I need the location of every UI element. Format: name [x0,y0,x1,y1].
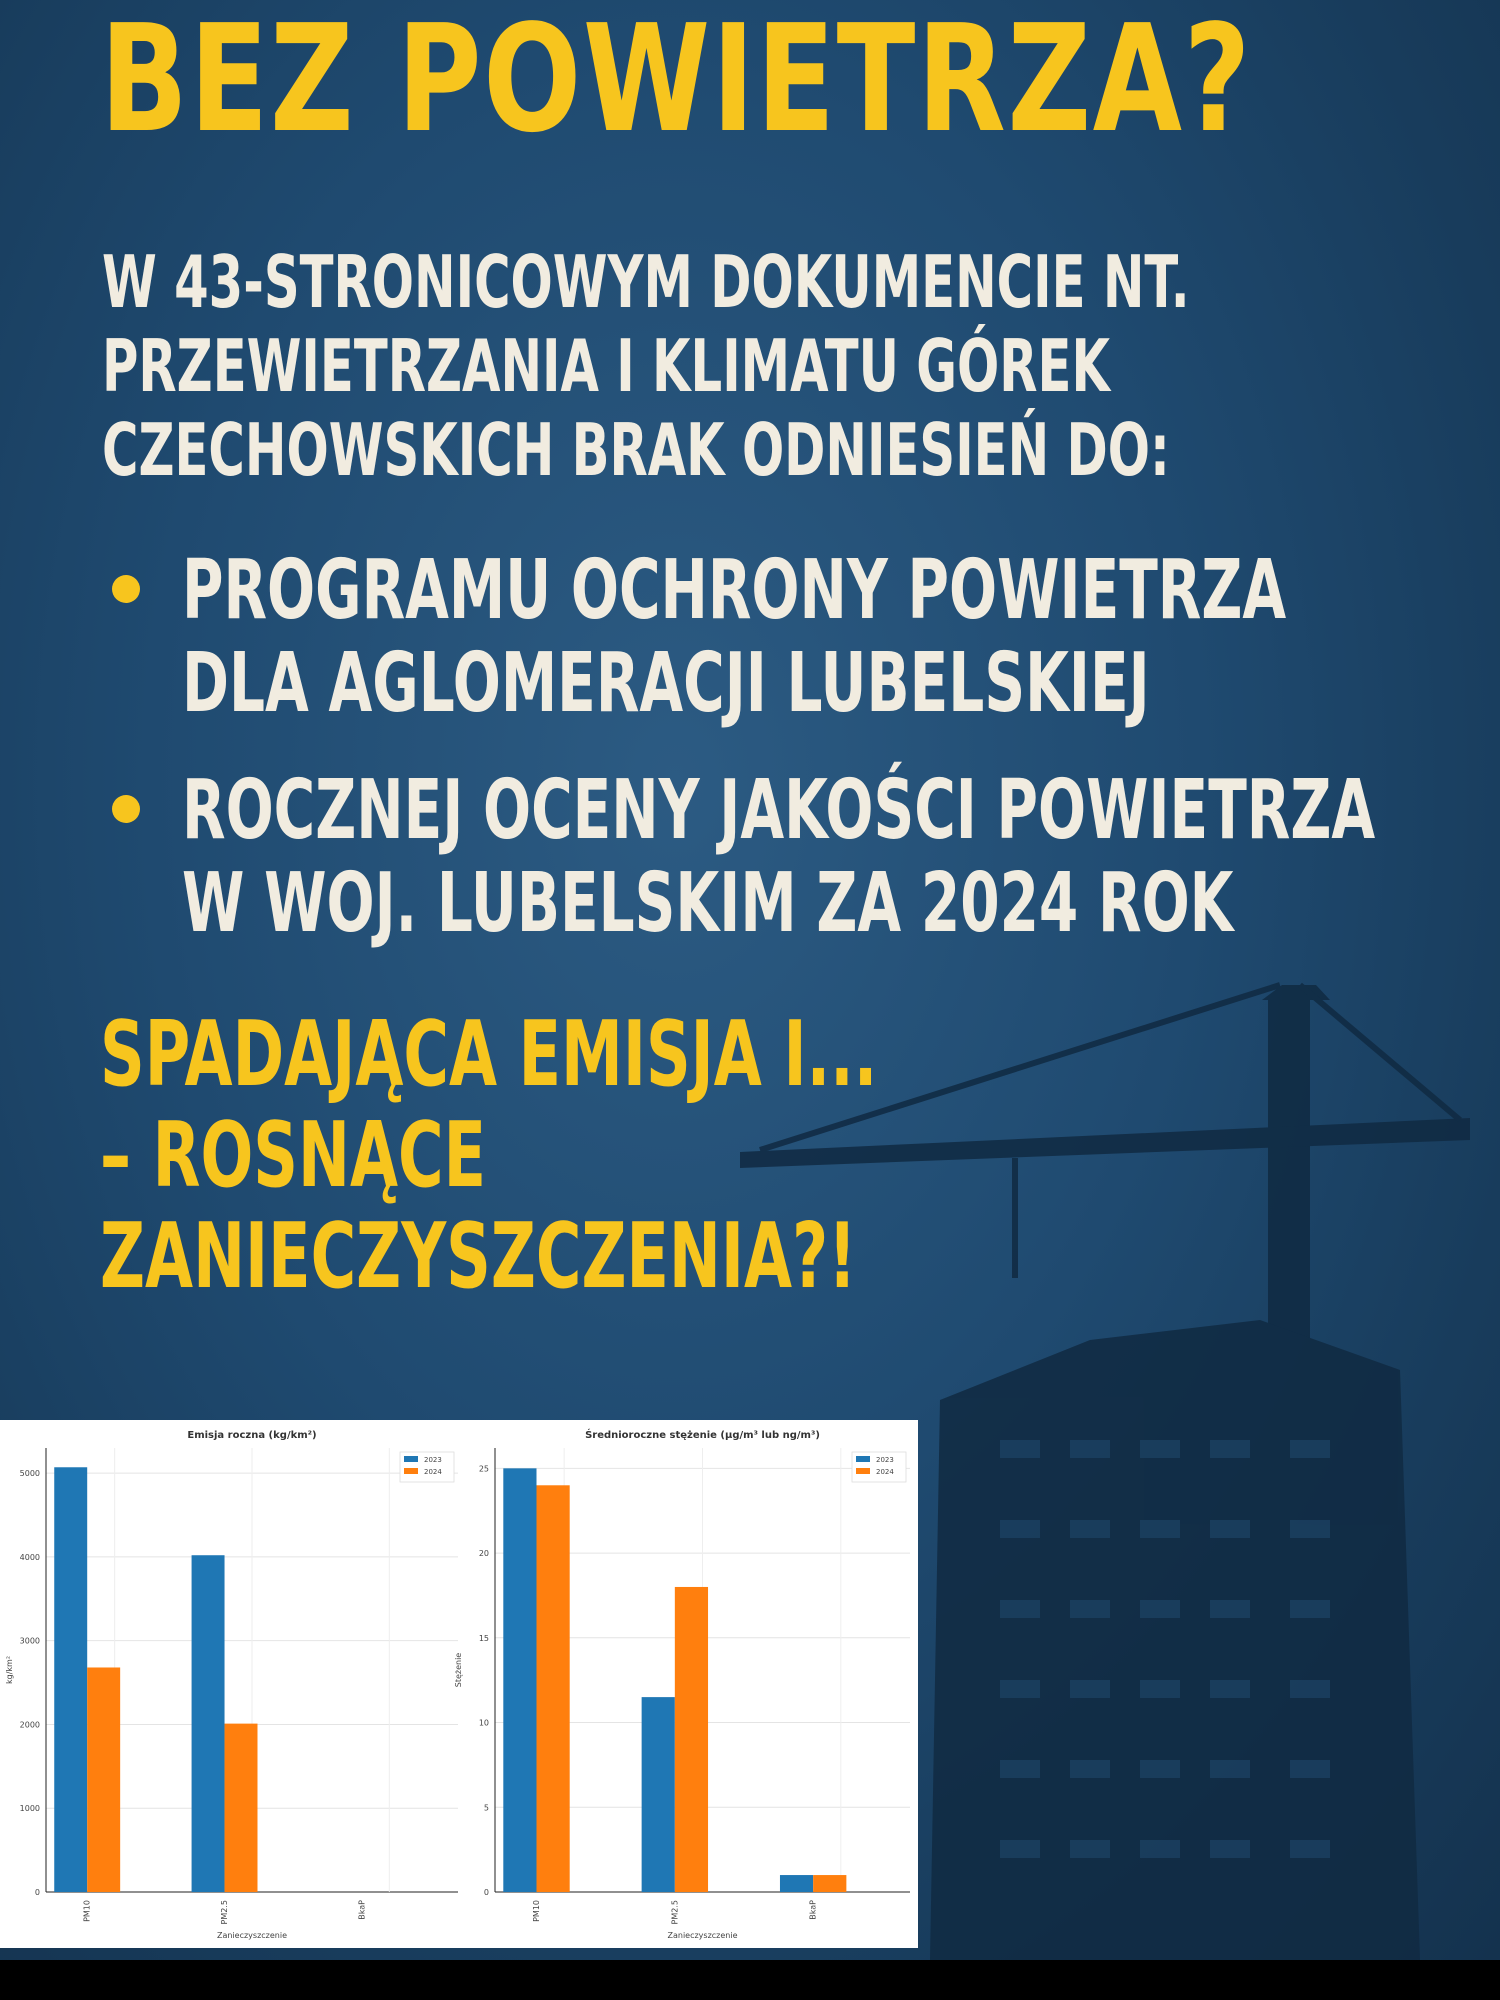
emission-line: – ROSNĄCE [100,1102,487,1208]
bullet-dot-icon [112,575,140,603]
bottom-bar [0,1960,1500,2000]
bar [503,1468,536,1892]
y-tick-label: 25 [478,1464,489,1474]
intro-line: CZECHOWSKICH BRAK ODNIESIEŃ DO: [102,408,1170,493]
emission-heading [100,1002,878,1309]
y-tick-label: 15 [478,1633,489,1643]
emission-line: ZANIECZYSZCZENIA?! [100,1203,857,1309]
bullet-line: W WOJ. LUBELSKIM ZA 2024 ROK [182,855,1234,951]
chart-panel [0,1420,918,1948]
legend-label: 2024 [876,1468,894,1476]
bullet-text [182,545,1286,730]
headline: BEZ POWIETRZA? [100,0,1253,165]
legend-label: 2024 [424,1468,442,1476]
y-tick-label: 5 [483,1803,489,1813]
y-tick-label: 10 [478,1718,489,1728]
y-tick-label: 3000 [19,1636,40,1646]
legend-label: 2023 [876,1456,894,1464]
intro-text [102,240,1190,493]
legend-swatch [404,1468,418,1474]
chart-title: Emisja roczna (kg/km²) [187,1430,317,1441]
x-tick-label: BkaP [357,1900,367,1920]
bar [813,1875,846,1892]
bar [537,1485,570,1892]
bullet-dot-icon [112,795,140,823]
bullet-line: PROGRAMU OCHRONY POWIETRZA [182,543,1287,638]
x-tick-label: BkaP [808,1900,818,1920]
y-tick-label: 1000 [19,1804,40,1814]
bullet-line: DLA AGLOMERACJI LUBELSKIEJ [182,635,1150,731]
intro-line: W 43-STRONICOWYM DOKUMENCIE NT. [102,240,1190,324]
bullet-line: ROCZNEJ OCENY JAKOŚCI POWIETRZA [182,763,1376,858]
chart-title: Średnioroczne stężenie (µg/m³ lub ng/m³) [585,1430,820,1441]
y-tick-label: 0 [483,1888,489,1897]
bar [225,1724,258,1892]
y-tick-label: 20 [478,1549,489,1559]
x-tick-label: PM10 [532,1900,541,1922]
intro-line: PRZEWIETRZANIA I KLIMATU GÓREK [102,324,1110,409]
legend-swatch [404,1456,418,1462]
emission-line: SPADAJĄCA EMISJA I... [100,1002,878,1107]
y-axis-label: Stężenie [454,1652,463,1688]
legend-label: 2023 [424,1456,442,1464]
y-axis-label: kg/km² [5,1655,14,1685]
bar [54,1467,87,1892]
legend-swatch [856,1456,870,1462]
y-tick-label: 0 [34,1888,40,1897]
y-tick-label: 4000 [19,1552,40,1562]
bar [675,1587,708,1892]
x-axis-label: Zanieczyszczenie [667,1931,738,1940]
bar [87,1667,120,1892]
x-tick-label: PM10 [82,1900,92,1922]
bar [642,1697,675,1892]
bar [780,1875,813,1892]
bullet-text [182,765,1375,950]
y-tick-label: 2000 [19,1720,40,1730]
x-axis-label: Zanieczyszczenie [216,1931,288,1940]
legend-swatch [856,1468,870,1474]
x-tick-label: PM2.5 [220,1900,230,1925]
x-tick-label: PM2.5 [670,1900,680,1925]
bar [192,1555,225,1892]
y-tick-label: 5000 [19,1469,40,1479]
charts-svg [0,1420,918,1948]
